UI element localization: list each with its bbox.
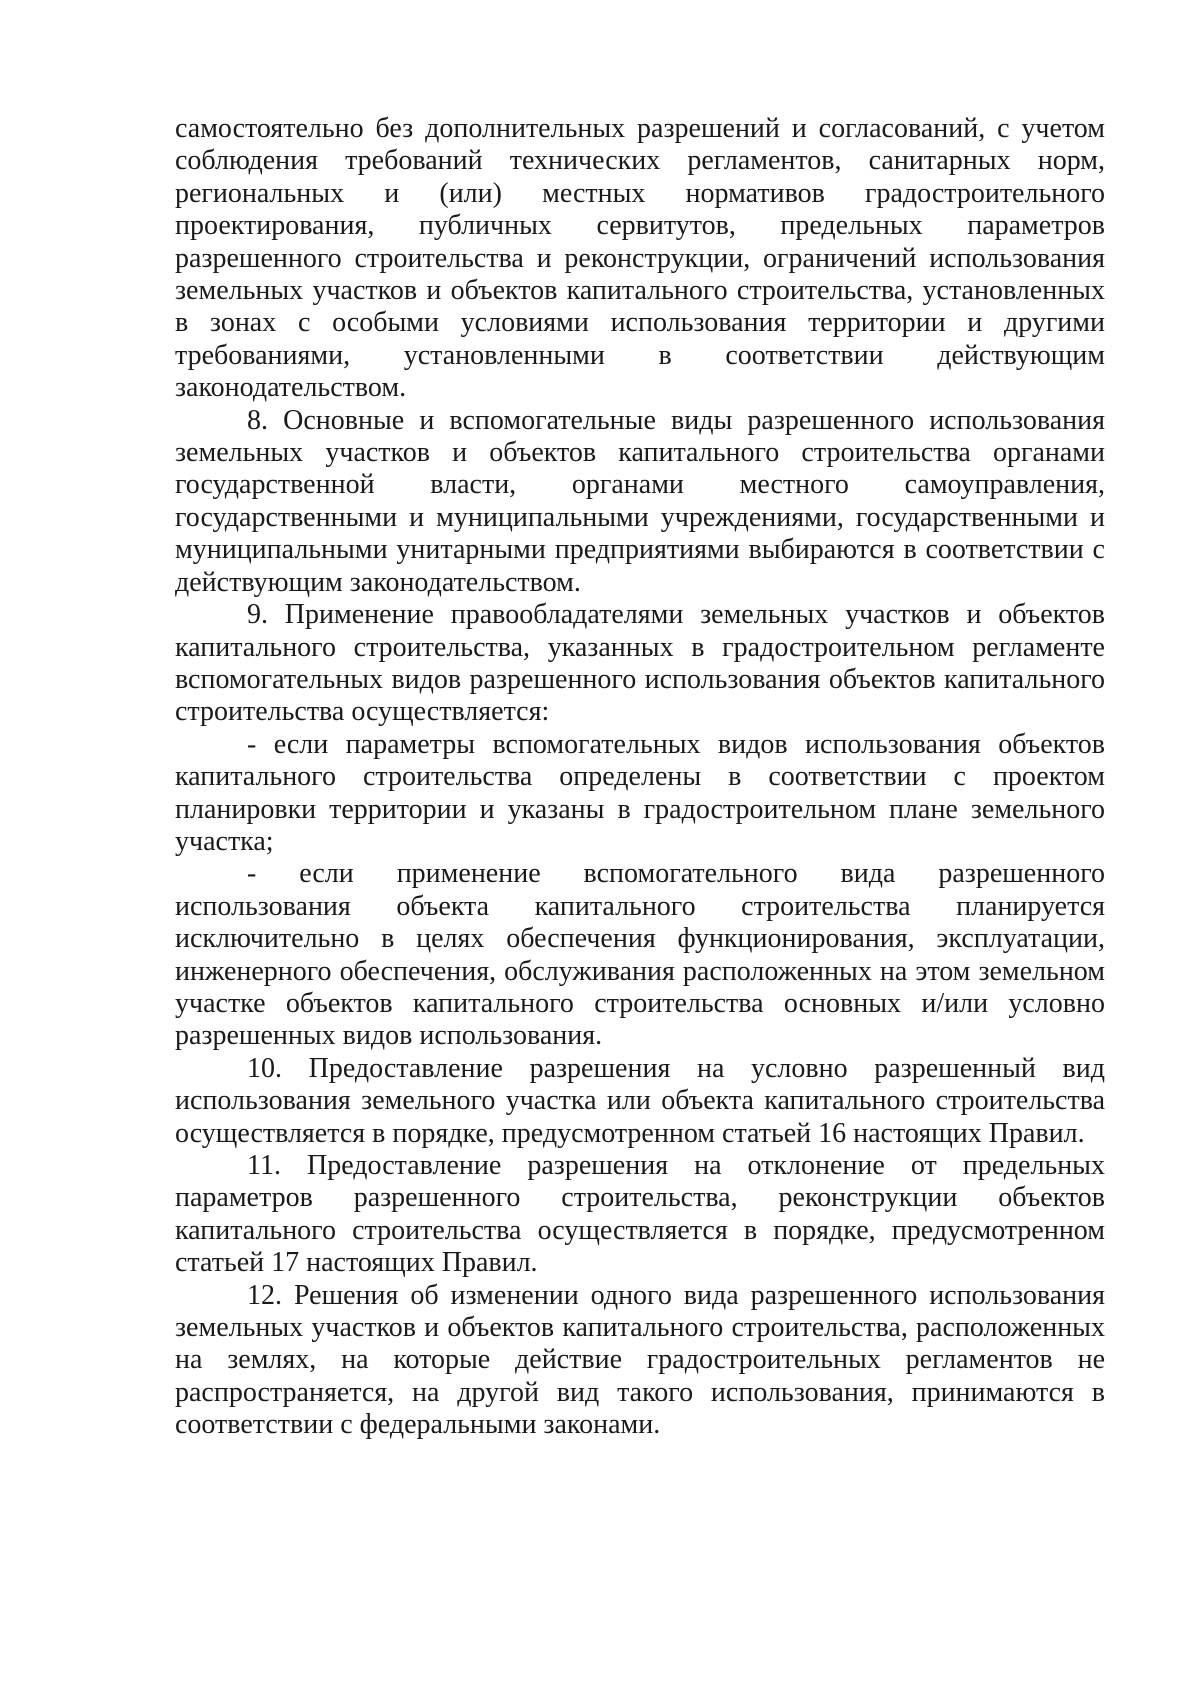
paragraph-10: 10. Предоставление разрешения на условно разрешенный вид использования земельного участка или объекта капитального строительства осуществляется в порядке, предусмотренном статьей 16 настоящих Правил. [175,1052,1105,1149]
paragraph-12: 12. Решения об изменении одного вида разрешенного использования земельных участков и объектов капитального строительства, расположенных на землях, на которые действие градостроительных регламентов не распространяется, на другой вид такого использования, принимаются в соответствии с федеральными законами. [175,1279,1105,1441]
paragraph-11: 11. Предоставление разрешения на отклонение от предельных параметров разрешенного строительства, реконструкции объектов капитального строительства осуществляется в порядке, предусмотренном статьей 17 настоящих Правил. [175,1150,1105,1279]
paragraph-9-item-2: - если применение вспомогательного вида разрешенного использования объекта капитального строительства планируется исключительно в целях обеспечения функционирования, эксплуатации, инженерного обеспечения, обслуживания расположенных на этом земельном участке объектов капитального строительства основных и/или условно разрешенных видов использования. [175,858,1105,1052]
paragraph-9-item-1: - если параметры вспомогательных видов использования объектов капитального строительства определены в соответствии с проектом планировки территории и указаны в градостроительном плане земельного участка; [175,728,1105,857]
paragraph-9: 9. Применение правообладателями земельных участков и объектов капитального строительства, указанных в градостроительном регламенте вспомогательных видов разрешенного использования объектов капитального строительства осуществляется: [175,599,1105,728]
paragraph-continuation: самостоятельно без дополнительных разрешений и согласований, с учетом соблюдения требований технических регламентов, санитарных норм, региональных и (или) местных нормативов градостроительного проектирования, публичных сервитутов, предельных параметров разрешенного строительства и реконструкции, ограничений использования земельных участков и объектов капитального строительства, установленных в зонах с особыми условиями использования территории и другими требованиями, установленными в соответствии действующим законодательством. [175,113,1105,404]
document-page [175,113,1105,1442]
paragraph-8: 8. Основные и вспомогательные виды разрешенного использования земельных участков и объектов капитального строительства органами государственной власти, органами местного самоуправления, государственными и муниципальными учреждениями, государственными и муниципальными унитарными предприятиями выбираются в соответствии с действующим законодательством. [175,404,1105,598]
